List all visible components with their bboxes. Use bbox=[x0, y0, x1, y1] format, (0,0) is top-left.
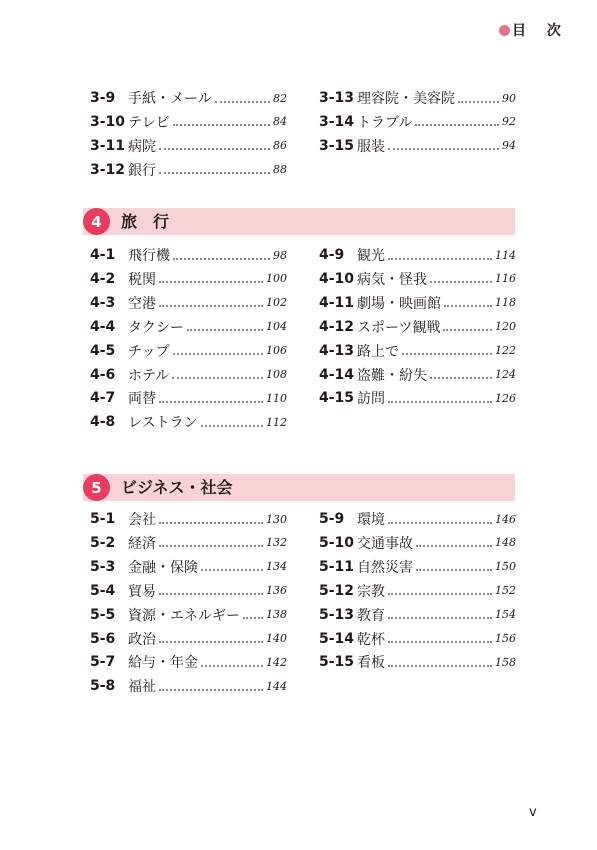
dot-leader bbox=[159, 172, 270, 174]
dot-leader bbox=[159, 545, 263, 547]
entry-page-number: 88 bbox=[273, 163, 287, 177]
entry-label: 環境 bbox=[357, 512, 385, 528]
entry-page-number: 134 bbox=[266, 560, 287, 574]
dot-leader bbox=[159, 641, 263, 643]
entry-label: 宗教 bbox=[357, 583, 385, 600]
entry-page-number: 82 bbox=[273, 91, 287, 105]
entry-label: 劇場・映画館 bbox=[357, 295, 441, 312]
entry-label: 盗難・紛失 bbox=[357, 367, 427, 384]
dot-leader bbox=[430, 281, 492, 283]
entry-code: 5-1 bbox=[90, 511, 116, 527]
toc-entry[interactable] bbox=[319, 267, 516, 291]
toc-entry[interactable] bbox=[90, 291, 287, 315]
entry-code: 5-9 bbox=[319, 511, 345, 527]
dot-leader bbox=[402, 353, 492, 355]
entry-label: 飛行機 bbox=[128, 248, 170, 264]
dot-leader bbox=[388, 641, 492, 643]
toc-entry[interactable] bbox=[319, 579, 516, 603]
entry-code: 4-9 bbox=[319, 247, 345, 263]
entry-page-number: 148 bbox=[495, 536, 516, 550]
entry-code: 5-5 bbox=[90, 606, 116, 623]
dot-leader bbox=[159, 281, 263, 283]
entry-code: 3-13 bbox=[319, 90, 355, 106]
dot-leader bbox=[388, 522, 492, 524]
entry-label: チップ bbox=[128, 343, 170, 360]
dot-leader bbox=[159, 305, 263, 307]
entry-label: 政治 bbox=[128, 631, 156, 648]
dot-leader bbox=[201, 425, 263, 427]
toc-entry[interactable] bbox=[319, 134, 516, 158]
entry-label: 看板 bbox=[357, 655, 385, 672]
toc-entry[interactable] bbox=[90, 627, 287, 651]
entry-code: 4-6 bbox=[90, 366, 116, 383]
entry-label: タクシー bbox=[128, 319, 184, 336]
dot-leader bbox=[215, 101, 270, 103]
entry-page-number: 102 bbox=[266, 296, 287, 310]
entry-page-number: 132 bbox=[266, 536, 287, 550]
entry-code: 4-10 bbox=[319, 270, 355, 287]
entry-code: 4-5 bbox=[90, 342, 116, 359]
entry-label: 観光 bbox=[357, 248, 385, 264]
entry-label: ホテル bbox=[128, 367, 170, 384]
dot-leader bbox=[173, 258, 270, 260]
toc-entry[interactable] bbox=[319, 110, 516, 134]
dot-leader bbox=[159, 401, 263, 403]
entry-code: 3-11 bbox=[90, 137, 126, 154]
toc-entry[interactable] bbox=[319, 86, 516, 110]
entry-label: 理容院・美容院 bbox=[357, 91, 455, 107]
entry-code: 3-9 bbox=[90, 90, 116, 106]
entry-page-number: 126 bbox=[495, 391, 516, 405]
dot-leader bbox=[444, 305, 492, 307]
toc-entry[interactable] bbox=[90, 386, 287, 410]
entry-page-number: 158 bbox=[495, 655, 516, 669]
dot-leader bbox=[159, 522, 263, 524]
section-title: ビジネス・社会 bbox=[121, 478, 233, 497]
section-number-badge: 5 bbox=[83, 474, 110, 501]
entry-page-number: 110 bbox=[266, 391, 287, 405]
section-header-s5 bbox=[83, 474, 515, 501]
toc-corner-label bbox=[499, 20, 569, 40]
toc-entry[interactable] bbox=[319, 291, 516, 315]
toc-entry[interactable] bbox=[319, 363, 516, 387]
entry-label: 金融・保険 bbox=[128, 559, 198, 576]
entry-page-number: 152 bbox=[495, 584, 516, 598]
entry-code: 5-2 bbox=[90, 534, 116, 551]
dot-leader bbox=[159, 689, 263, 691]
entry-page-number: 150 bbox=[495, 560, 516, 574]
entry-page-number: 98 bbox=[273, 248, 287, 262]
entry-label: 教育 bbox=[357, 607, 385, 624]
toc-entry[interactable] bbox=[319, 531, 516, 555]
dot-leader bbox=[388, 665, 492, 667]
entry-page-number: 104 bbox=[266, 320, 287, 334]
entry-page-number: 144 bbox=[266, 679, 287, 693]
circle-icon bbox=[499, 25, 510, 36]
toc-entry[interactable] bbox=[90, 158, 287, 182]
entry-page-number: 86 bbox=[273, 139, 287, 153]
dot-leader bbox=[173, 353, 263, 355]
entry-label: レストラン bbox=[128, 415, 198, 432]
entry-page-number: 138 bbox=[266, 608, 287, 622]
toc-entry[interactable] bbox=[90, 86, 287, 110]
toc-heading: 目 次 bbox=[512, 23, 569, 39]
entry-label: 銀行 bbox=[128, 162, 156, 179]
toc-entry[interactable] bbox=[319, 555, 516, 579]
section-number-badge: 4 bbox=[83, 208, 110, 235]
entry-code: 4-8 bbox=[90, 414, 116, 431]
entry-page-number: 130 bbox=[266, 512, 287, 526]
entry-page-number: 108 bbox=[266, 368, 287, 381]
entry-page-number: 122 bbox=[495, 344, 516, 358]
entry-page-number: 154 bbox=[495, 608, 516, 622]
dot-leader bbox=[201, 569, 263, 571]
dot-leader bbox=[388, 593, 492, 595]
entry-label: 路上で bbox=[357, 343, 399, 360]
entry-page-number: 120 bbox=[495, 320, 516, 334]
dot-leader bbox=[159, 148, 270, 150]
entry-code: 5-14 bbox=[319, 630, 355, 647]
entry-label: 税関 bbox=[128, 271, 156, 288]
toc-entry[interactable] bbox=[90, 531, 287, 555]
entry-code: 3-14 bbox=[319, 113, 355, 130]
entry-code: 3-12 bbox=[90, 161, 126, 178]
entry-label: 給与・年金 bbox=[128, 655, 198, 672]
entry-label: 交通事故 bbox=[357, 535, 413, 552]
toc-entry[interactable] bbox=[90, 507, 287, 531]
dot-leader bbox=[388, 617, 492, 619]
entry-label: 福祉 bbox=[128, 679, 156, 696]
entry-label: 会社 bbox=[128, 512, 156, 528]
entry-label: 貿易 bbox=[128, 583, 156, 600]
toc-entry[interactable] bbox=[90, 339, 287, 363]
dot-leader bbox=[388, 258, 492, 260]
toc-entry[interactable] bbox=[90, 579, 287, 603]
entry-code: 4-11 bbox=[319, 294, 355, 311]
toc-entry[interactable] bbox=[319, 507, 516, 531]
entry-code: 4-2 bbox=[90, 270, 116, 287]
section-header-s4 bbox=[83, 208, 515, 235]
entry-code: 4-4 bbox=[90, 318, 116, 335]
entry-code: 4-1 bbox=[90, 247, 116, 263]
entry-code: 5-8 bbox=[90, 678, 116, 695]
dot-leader bbox=[458, 101, 499, 103]
toc-entry[interactable] bbox=[90, 674, 287, 698]
entry-page-number: 106 bbox=[266, 344, 287, 358]
toc-entry[interactable] bbox=[319, 339, 516, 363]
entry-code: 5-10 bbox=[319, 534, 355, 551]
entry-label: 乾杯 bbox=[357, 631, 385, 648]
entry-page-number: 84 bbox=[273, 115, 287, 129]
entry-label: 経済 bbox=[128, 535, 156, 552]
entry-label: 両替 bbox=[128, 391, 156, 408]
entry-code: 5-12 bbox=[319, 582, 355, 599]
entry-page-number: 140 bbox=[266, 632, 287, 645]
section-title: 旅 行 bbox=[121, 212, 170, 231]
toc-entry[interactable] bbox=[319, 650, 516, 674]
entry-code: 5-3 bbox=[90, 558, 116, 575]
entry-code: 5-11 bbox=[319, 558, 355, 575]
entry-page-number: 90 bbox=[502, 91, 516, 105]
entry-page-number: 116 bbox=[495, 272, 516, 286]
entry-code: 4-15 bbox=[319, 390, 355, 407]
entry-code: 3-10 bbox=[90, 113, 126, 130]
toc-entry[interactable] bbox=[319, 386, 516, 410]
entry-code: 5-4 bbox=[90, 582, 116, 599]
entry-code: 5-7 bbox=[90, 654, 116, 671]
dot-leader bbox=[415, 124, 499, 126]
toc-entry[interactable] bbox=[90, 110, 287, 134]
entry-code: 4-12 bbox=[319, 318, 355, 335]
dot-leader bbox=[443, 329, 492, 331]
dot-leader bbox=[201, 665, 263, 667]
entry-label: スポーツ観戦 bbox=[357, 319, 441, 336]
toc-entry[interactable] bbox=[90, 363, 287, 387]
toc-entry[interactable] bbox=[319, 243, 516, 267]
dot-leader bbox=[187, 329, 263, 331]
entry-label: 服装 bbox=[357, 138, 385, 155]
entry-label: 病院 bbox=[128, 138, 156, 155]
entry-label: テレビ bbox=[128, 114, 170, 131]
toc-entry[interactable] bbox=[90, 410, 287, 434]
dot-leader bbox=[172, 377, 263, 379]
toc-entry[interactable] bbox=[319, 627, 516, 651]
entry-page-number: 146 bbox=[495, 512, 516, 526]
dot-leader bbox=[388, 401, 492, 403]
entry-code: 4-13 bbox=[319, 342, 355, 359]
entry-label: 資源・エネルギー bbox=[128, 607, 240, 624]
dot-leader bbox=[159, 593, 263, 595]
entry-page-number: 118 bbox=[495, 296, 516, 310]
entry-page-number: 124 bbox=[495, 368, 516, 381]
entry-code: 4-14 bbox=[319, 366, 355, 383]
entry-code: 4-3 bbox=[90, 294, 116, 311]
entry-label: 病気・怪我 bbox=[357, 271, 427, 288]
entry-page-number: 136 bbox=[266, 584, 287, 598]
entry-page-number: 142 bbox=[266, 655, 287, 669]
dot-leader bbox=[416, 545, 492, 547]
entry-label: 訪問 bbox=[357, 391, 385, 408]
entry-code: 3-15 bbox=[319, 137, 355, 154]
entry-code: 4-7 bbox=[90, 390, 116, 407]
toc-entry[interactable] bbox=[90, 650, 287, 674]
entry-code: 5-15 bbox=[319, 654, 355, 671]
entry-label: 空港 bbox=[128, 295, 156, 312]
entry-page-number: 100 bbox=[266, 272, 287, 286]
toc-entry[interactable] bbox=[90, 315, 287, 339]
dot-leader bbox=[416, 569, 492, 571]
toc-entry[interactable] bbox=[90, 603, 287, 627]
dot-leader bbox=[430, 377, 492, 379]
entry-page-number: 112 bbox=[266, 415, 287, 429]
entry-page-number: 156 bbox=[495, 632, 516, 645]
entry-page-number: 94 bbox=[502, 139, 516, 153]
entry-page-number: 114 bbox=[495, 248, 516, 262]
toc-entry[interactable] bbox=[319, 315, 516, 339]
toc-entry[interactable] bbox=[90, 267, 287, 291]
dot-leader bbox=[173, 124, 270, 126]
entry-code: 5-6 bbox=[90, 630, 116, 647]
toc-entry[interactable] bbox=[90, 134, 287, 158]
toc-entry[interactable] bbox=[319, 603, 516, 627]
dot-leader bbox=[243, 617, 263, 619]
entry-page-number: 92 bbox=[502, 115, 516, 129]
toc-entry[interactable] bbox=[90, 243, 287, 267]
entry-code: 5-13 bbox=[319, 606, 355, 623]
page-number: v bbox=[529, 805, 537, 820]
entry-label: 自然災害 bbox=[357, 559, 413, 576]
toc-entry[interactable] bbox=[90, 555, 287, 579]
entry-label: 手紙・メール bbox=[128, 91, 212, 107]
entry-label: トラブル bbox=[357, 114, 413, 131]
dot-leader bbox=[388, 148, 499, 150]
